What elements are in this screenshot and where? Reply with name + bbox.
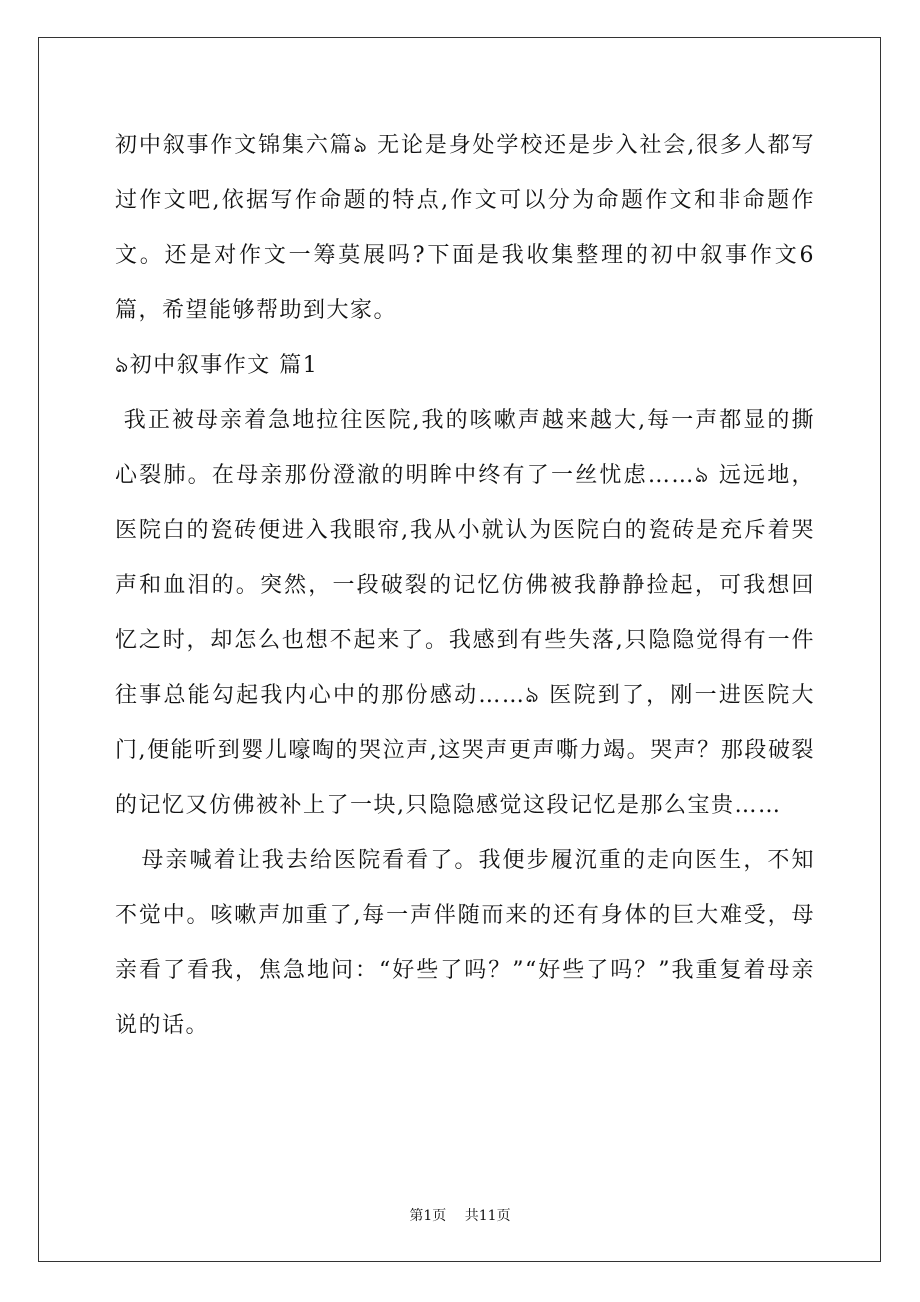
- page-number: 第1页: [409, 1208, 447, 1224]
- intro-paragraph: 初中叙事作文锦集六篇ঌ 无论是身处学校还是步入社会,很多人都写过作文吧,依据写作命题的特点,作文可以分为命题作文和非命题作文。还是对作文一筹莫展吗?下面是我收集整理的初中叙事作文6篇，希望能够帮助到大家。: [115, 133, 815, 323]
- document-body: [115, 118, 815, 1053]
- section-heading: ঌ初中叙事作文 篇1: [115, 353, 319, 378]
- page-footer: [0, 1207, 920, 1225]
- body-paragraph-2: 母亲喊着让我去给医院看看了。我便步履沉重的走向医生，不知不觉中。咳嗽声加重了,每一声伴随而来的还有身体的巨大难受，母亲看了看我，焦急地问：“好些了吗？”“好些了吗？”我重复着母亲说的话。: [115, 848, 815, 1038]
- page-total: 共11页: [464, 1208, 511, 1224]
- body-paragraph-1: 我正被母亲着急地拉往医院,我的咳嗽声越来越大,每一声都显的撕心裂肺。在母亲那份澄澈的明眸中终有了一丝忧虑……ঌ 远远地，医院白的瓷砖便进入我眼帘,我从小就认为医院白的瓷砖是充斥着哭声和血泪的。突然，一段破裂的记忆仿佛被我静静捡起，可我想回忆之时，却怎么也想不起来了。我感到有些失落,只隐隐觉得有一件往事总能勾起我内心中的那份感动……ঌ 医院到了，刚一进医院大门,便能听到婴儿嚎啕的哭泣声,这哭声更声嘶力竭。哭声？那段破裂的记忆又仿佛被补上了一块,只隐隐感觉这段记忆是那么宝贵……: [115, 408, 815, 818]
